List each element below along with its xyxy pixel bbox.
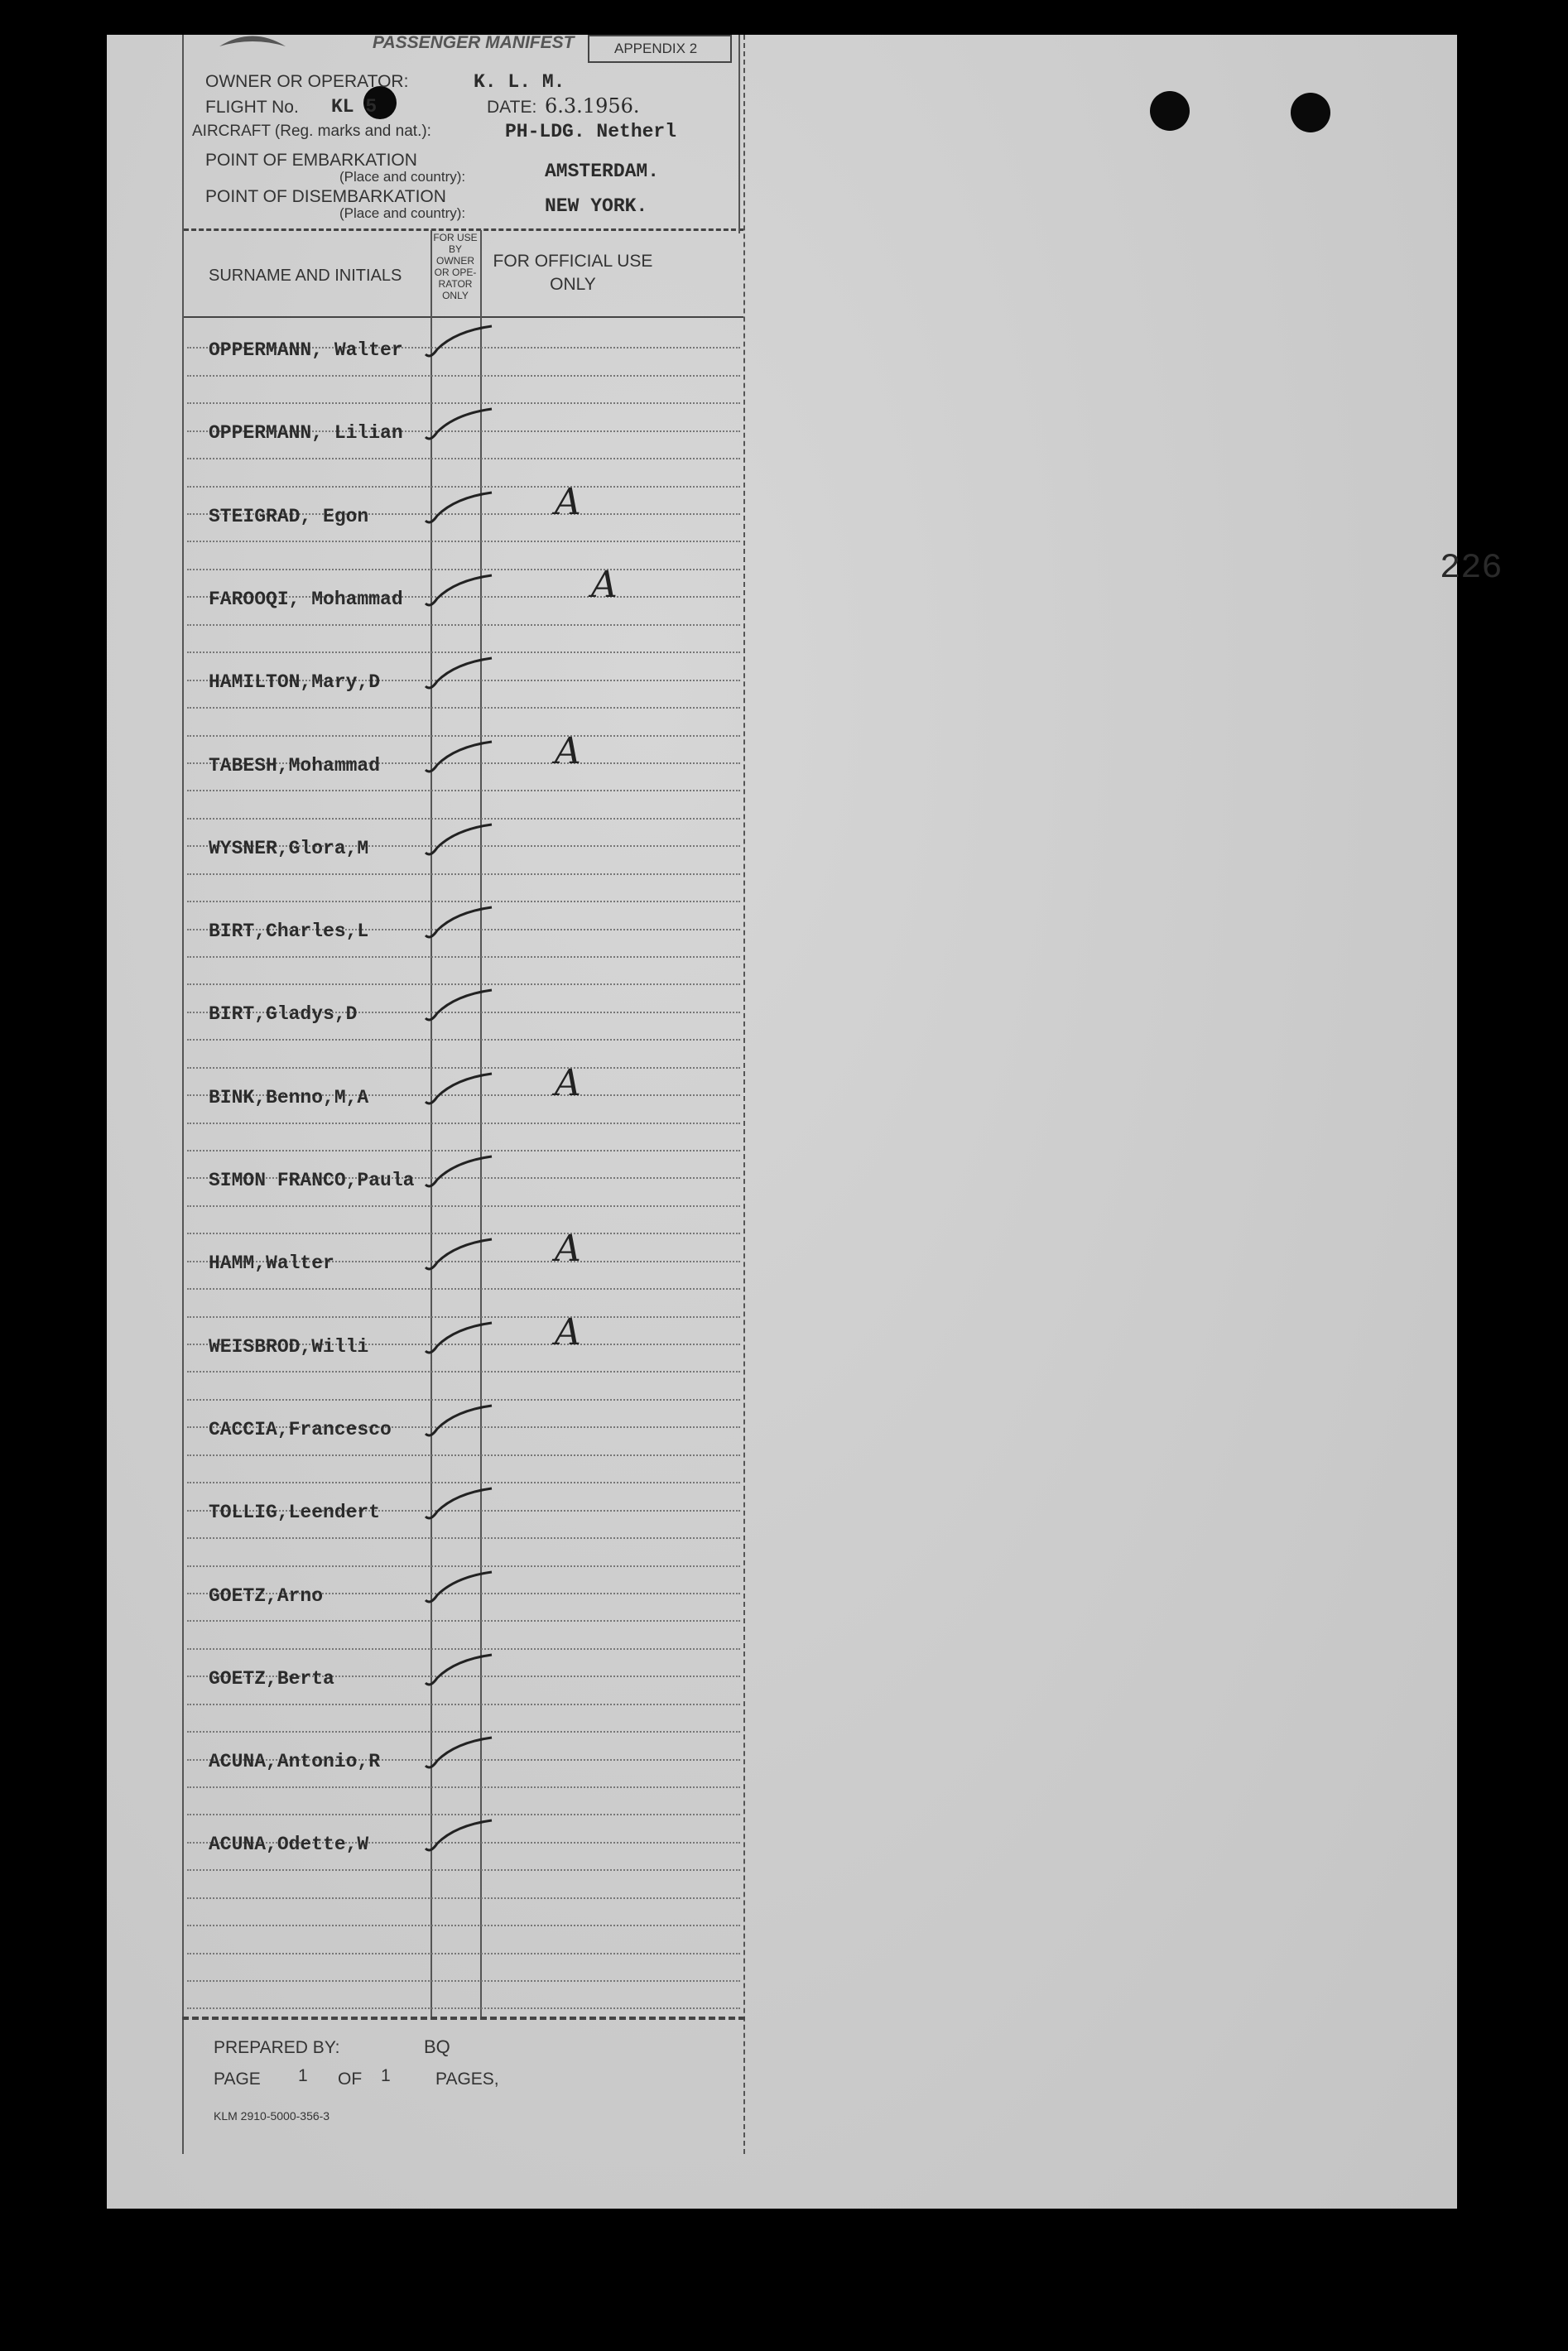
check-mark-icon (422, 1482, 497, 1523)
page-stamp-number: 226 (1440, 548, 1503, 588)
check-mark-icon (422, 1316, 497, 1358)
prepared-by-value: BQ (424, 2036, 450, 2057)
embarkation-sub: (Place and country): (339, 169, 466, 185)
flight-label: FLIGHT No. (205, 98, 299, 117)
embarkation-label: POINT OF EMBARKATION (205, 151, 417, 170)
check-mark-icon (422, 1150, 497, 1191)
check-mark-icon (422, 1814, 497, 1855)
official-use-header (490, 250, 656, 296)
row-rule (187, 2007, 740, 2009)
check-mark-icon (422, 983, 497, 1025)
check-mark-icon (422, 1399, 497, 1440)
right-border (743, 35, 745, 2154)
check-mark-icon (422, 320, 497, 361)
punch-hole-right (1291, 93, 1330, 132)
row-rule (187, 1123, 740, 1124)
aircraft-label: AIRCRAFT (Reg. marks and nat.): (192, 123, 431, 140)
page-total: 1 (381, 2066, 391, 2085)
klm-logo-icon (215, 30, 290, 55)
row-rule (187, 1620, 740, 1622)
row-rule (187, 1371, 740, 1373)
owner-use-line4: OR OPE- (434, 267, 477, 278)
disembarkation-label: POINT OF DISEMBARKATION (205, 187, 446, 206)
official-mark: A (555, 1228, 581, 1271)
embarkation-value: AMSTERDAM. (545, 161, 660, 182)
row-rule (187, 873, 740, 875)
check-mark-icon (422, 1565, 497, 1607)
passenger-name: ACUNA,Antonio,R (209, 1751, 381, 1773)
passenger-name: FAROOQI, Mohammad (209, 588, 403, 610)
check-mark-icon (422, 486, 497, 527)
flight-value: KL 5 (331, 96, 378, 118)
row-rule (187, 1704, 740, 1705)
passenger-name: BIRT,Charles,L (209, 921, 369, 943)
row-rule (187, 956, 740, 958)
row-rule (187, 458, 740, 459)
row-rule (187, 375, 740, 377)
check-mark-icon (422, 1233, 497, 1274)
row-rule (187, 541, 740, 542)
row-rule (187, 707, 740, 709)
passenger-name: ACUNA,Odette,W (209, 1834, 369, 1856)
official-mark: A (555, 480, 581, 523)
header-top-rule (184, 228, 743, 231)
header-right-border (738, 35, 740, 233)
aircraft-value: PH-LDG. Netherl (505, 121, 677, 142)
row-rule (187, 790, 740, 791)
owner-use-line2: BY (448, 243, 462, 255)
passenger-name: HAMILTON,Mary,D (209, 671, 381, 694)
owner-use-line1: FOR USE (433, 232, 478, 243)
row-rule (187, 1786, 740, 1788)
check-mark-icon (422, 1731, 497, 1772)
passenger-name: BINK,Benno,M,A (209, 1086, 369, 1108)
passenger-name: HAMM,Walter (209, 1252, 334, 1275)
row-rule (187, 1925, 740, 1926)
header-bottom-rule (184, 316, 743, 318)
disembarkation-value: NEW YORK. (545, 195, 648, 217)
check-mark-icon (422, 569, 497, 610)
passenger-name: OPPERMANN, Lilian (209, 422, 403, 445)
passenger-name: TABESH,Mohammad (209, 754, 381, 776)
form-code: KLM 2910-5000-356-3 (214, 2109, 330, 2123)
owner-use-line6: ONLY (442, 290, 469, 301)
punch-hole-left (1150, 91, 1190, 131)
owner-use-header (432, 232, 479, 301)
row-rule (187, 1980, 740, 1982)
check-mark-icon (422, 402, 497, 444)
check-mark-icon (422, 735, 497, 776)
row-rule (187, 1897, 740, 1899)
of-label: OF (338, 2070, 363, 2089)
passenger-name: GOETZ,Arno (209, 1584, 324, 1607)
row-rule (187, 1869, 740, 1871)
appendix-box (588, 35, 732, 63)
surname-column-header: SURNAME AND INITIALS (209, 267, 402, 285)
official-use-line1: FOR OFFICIAL USE (493, 252, 653, 271)
page-number: 1 (298, 2066, 308, 2085)
pages-label: PAGES, (435, 2070, 499, 2089)
check-mark-icon (422, 818, 497, 859)
document-title: PASSENGER MANIFEST (373, 33, 575, 52)
row-rule (187, 1205, 740, 1207)
check-mark-icon (422, 651, 497, 693)
official-use-line2: ONLY (550, 275, 596, 294)
owner-label: OWNER OR OPERATOR: (205, 72, 409, 91)
passenger-name: WYSNER,Glora,M (209, 837, 369, 859)
passenger-name: GOETZ,Berta (209, 1667, 334, 1690)
table-bottom-rule (182, 2017, 745, 2020)
disembarkation-sub: (Place and country): (339, 205, 466, 221)
row-rule (187, 1288, 740, 1290)
row-rule (187, 624, 740, 626)
page-label: PAGE (214, 2070, 261, 2089)
row-rule (187, 1537, 740, 1539)
appendix-label: APPENDIX 2 (614, 41, 698, 56)
date-label: DATE: (487, 98, 537, 117)
date-value: 6.3.1956. (545, 94, 640, 118)
official-mark: A (555, 1061, 581, 1104)
passenger-name: WEISBROD,Willi (209, 1335, 369, 1358)
row-rule (187, 1039, 740, 1041)
passenger-name: SIMON FRANCO,Paula (209, 1170, 415, 1191)
owner-value: K. L. M. (474, 71, 565, 93)
check-mark-icon (422, 901, 497, 942)
row-rule (187, 1953, 740, 1954)
passenger-name: TOLLIG,Leendert (209, 1502, 381, 1524)
check-mark-icon (422, 1648, 497, 1690)
owner-use-line3: OWNER (436, 255, 474, 267)
check-mark-icon (422, 1067, 497, 1108)
manifest-form (182, 35, 745, 2154)
row-rule (187, 1454, 740, 1456)
passenger-name: BIRT,Gladys,D (209, 1003, 358, 1026)
passenger-name: CACCIA,Francesco (209, 1418, 392, 1440)
official-mark: A (555, 1310, 581, 1353)
passenger-name: OPPERMANN, Walter (209, 339, 403, 361)
owner-use-line5: RATOR (438, 278, 473, 290)
official-mark: A (555, 729, 581, 772)
official-mark: A (591, 563, 618, 606)
passenger-name: STEIGRAD, Egon (209, 505, 369, 527)
left-border (182, 35, 184, 2154)
prepared-by-label: PREPARED BY: (214, 2038, 340, 2057)
